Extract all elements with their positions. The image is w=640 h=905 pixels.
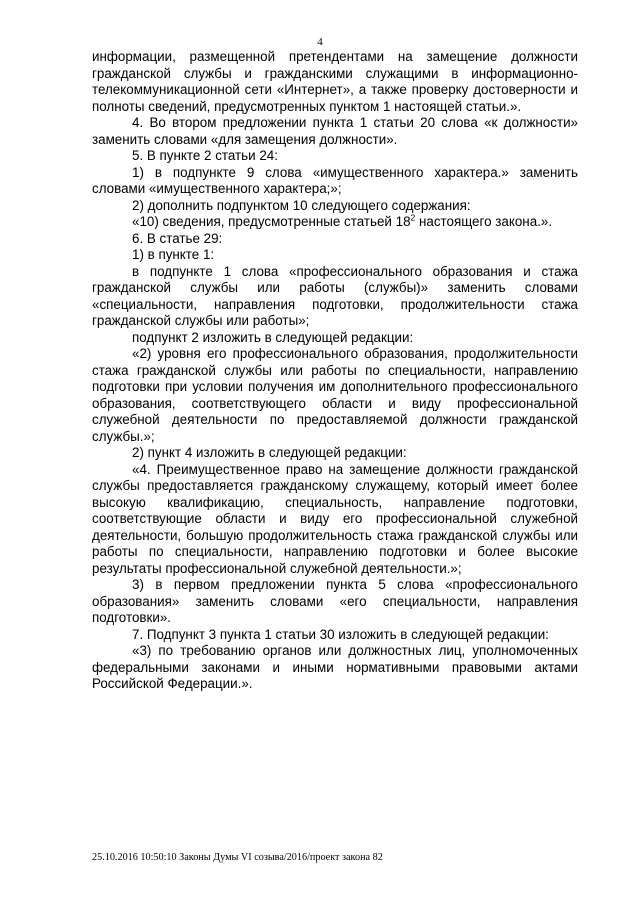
paragraph-item-6-3: 3) в первом предложении пункта 5 слова «профессионального образования» заменить словами «его специальности, направления подготовки». [92, 577, 578, 625]
paragraph-item-6-2: 2) пункт 4 изложить в следующей редакции: [132, 445, 407, 460]
paragraph-continuation: информации, размещенной претендентами на замещение должности гражданской службы и гражданскими служащими в информационно-телекоммуникационной сети «Интернет», а также проверку достоверности и полноты сведений, предусмотренных пунктом 1 настоящей статьи.». [92, 49, 578, 114]
paragraph-item-6-1-sub2-text: «2) уровня его профессионального образования, продолжительности стажа гражданской службы или работы по специальности, направлению подготовки при условии получения им дополнительного профессионального образования, соответствующего области и виду профессиональной служебной деятельности по предоставляемой должности гражданской службы.»; [92, 346, 578, 444]
paragraph-text-part: «10) сведения, предусмотренные статьей 18 [132, 214, 411, 229]
paragraph-item-4: 4. Во втором предложении пункта 1 статьи 20 слова «к должности» заменить словами «для замещения должности». [92, 115, 578, 147]
paragraph-item-6-1-sub2: подпункт 2 изложить в следующей редакции: [132, 329, 414, 345]
paragraph-item-5-1: 1) в подпункте 9 слова «имущественного характера.» заменить словами «имущественного характера;»; [92, 164, 578, 196]
paragraph-item-5-2-text [92, 214, 578, 231]
paragraph-text-part: настоящего закона.». [415, 214, 553, 229]
paragraph-item-6-1-sub1: в подпункте 1 слова «профессионального образования и стажа гражданской службы или работы (службы)» заменить словами «специальности, направления подготовки, продолжительности стажа гражданской службы или работы»; [92, 263, 578, 328]
paragraph-item-7: 7. Подпункт 3 пункта 1 статьи 30 изложить в следующей редакции: [132, 626, 549, 642]
paragraph-item-7-text: «3) по требованию органов или должностных лиц, уполномоченных федеральными законами и иными нормативными правовыми актами Российской Федерации.». [92, 643, 578, 691]
page-number: 4 [317, 36, 323, 48]
paragraph-item-5-2: 2) дополнить подпунктом 10 следующего содержания: [132, 197, 471, 213]
paragraph-item-6-2-text: «4. Преимущественное право на замещение должности гражданской службы предоставляется гражданскому служащему, который имеет более высокую квалификацию, специальность, направление подготовки, соответствующие области и виду его профессиональной служебной деятельности, большую продолжительность стажа гражданской службы или работы по специальности, направлению подготовки и более высокие результаты профессиональной служебной деятельности.»; [92, 461, 578, 576]
paragraph-item-6: 6. В статье 29: [132, 230, 223, 246]
document-body [92, 49, 578, 693]
paragraph-item-5: 5. В пункте 2 статьи 24: [132, 148, 278, 163]
paragraph-item-6-1: 1) в пункте 1: [132, 247, 215, 262]
superscript: 2 [410, 212, 416, 223]
document-footer: 25.10.2016 10:50:10 Законы Думы VI созыва/2016/проект закона 82 [92, 852, 383, 863]
